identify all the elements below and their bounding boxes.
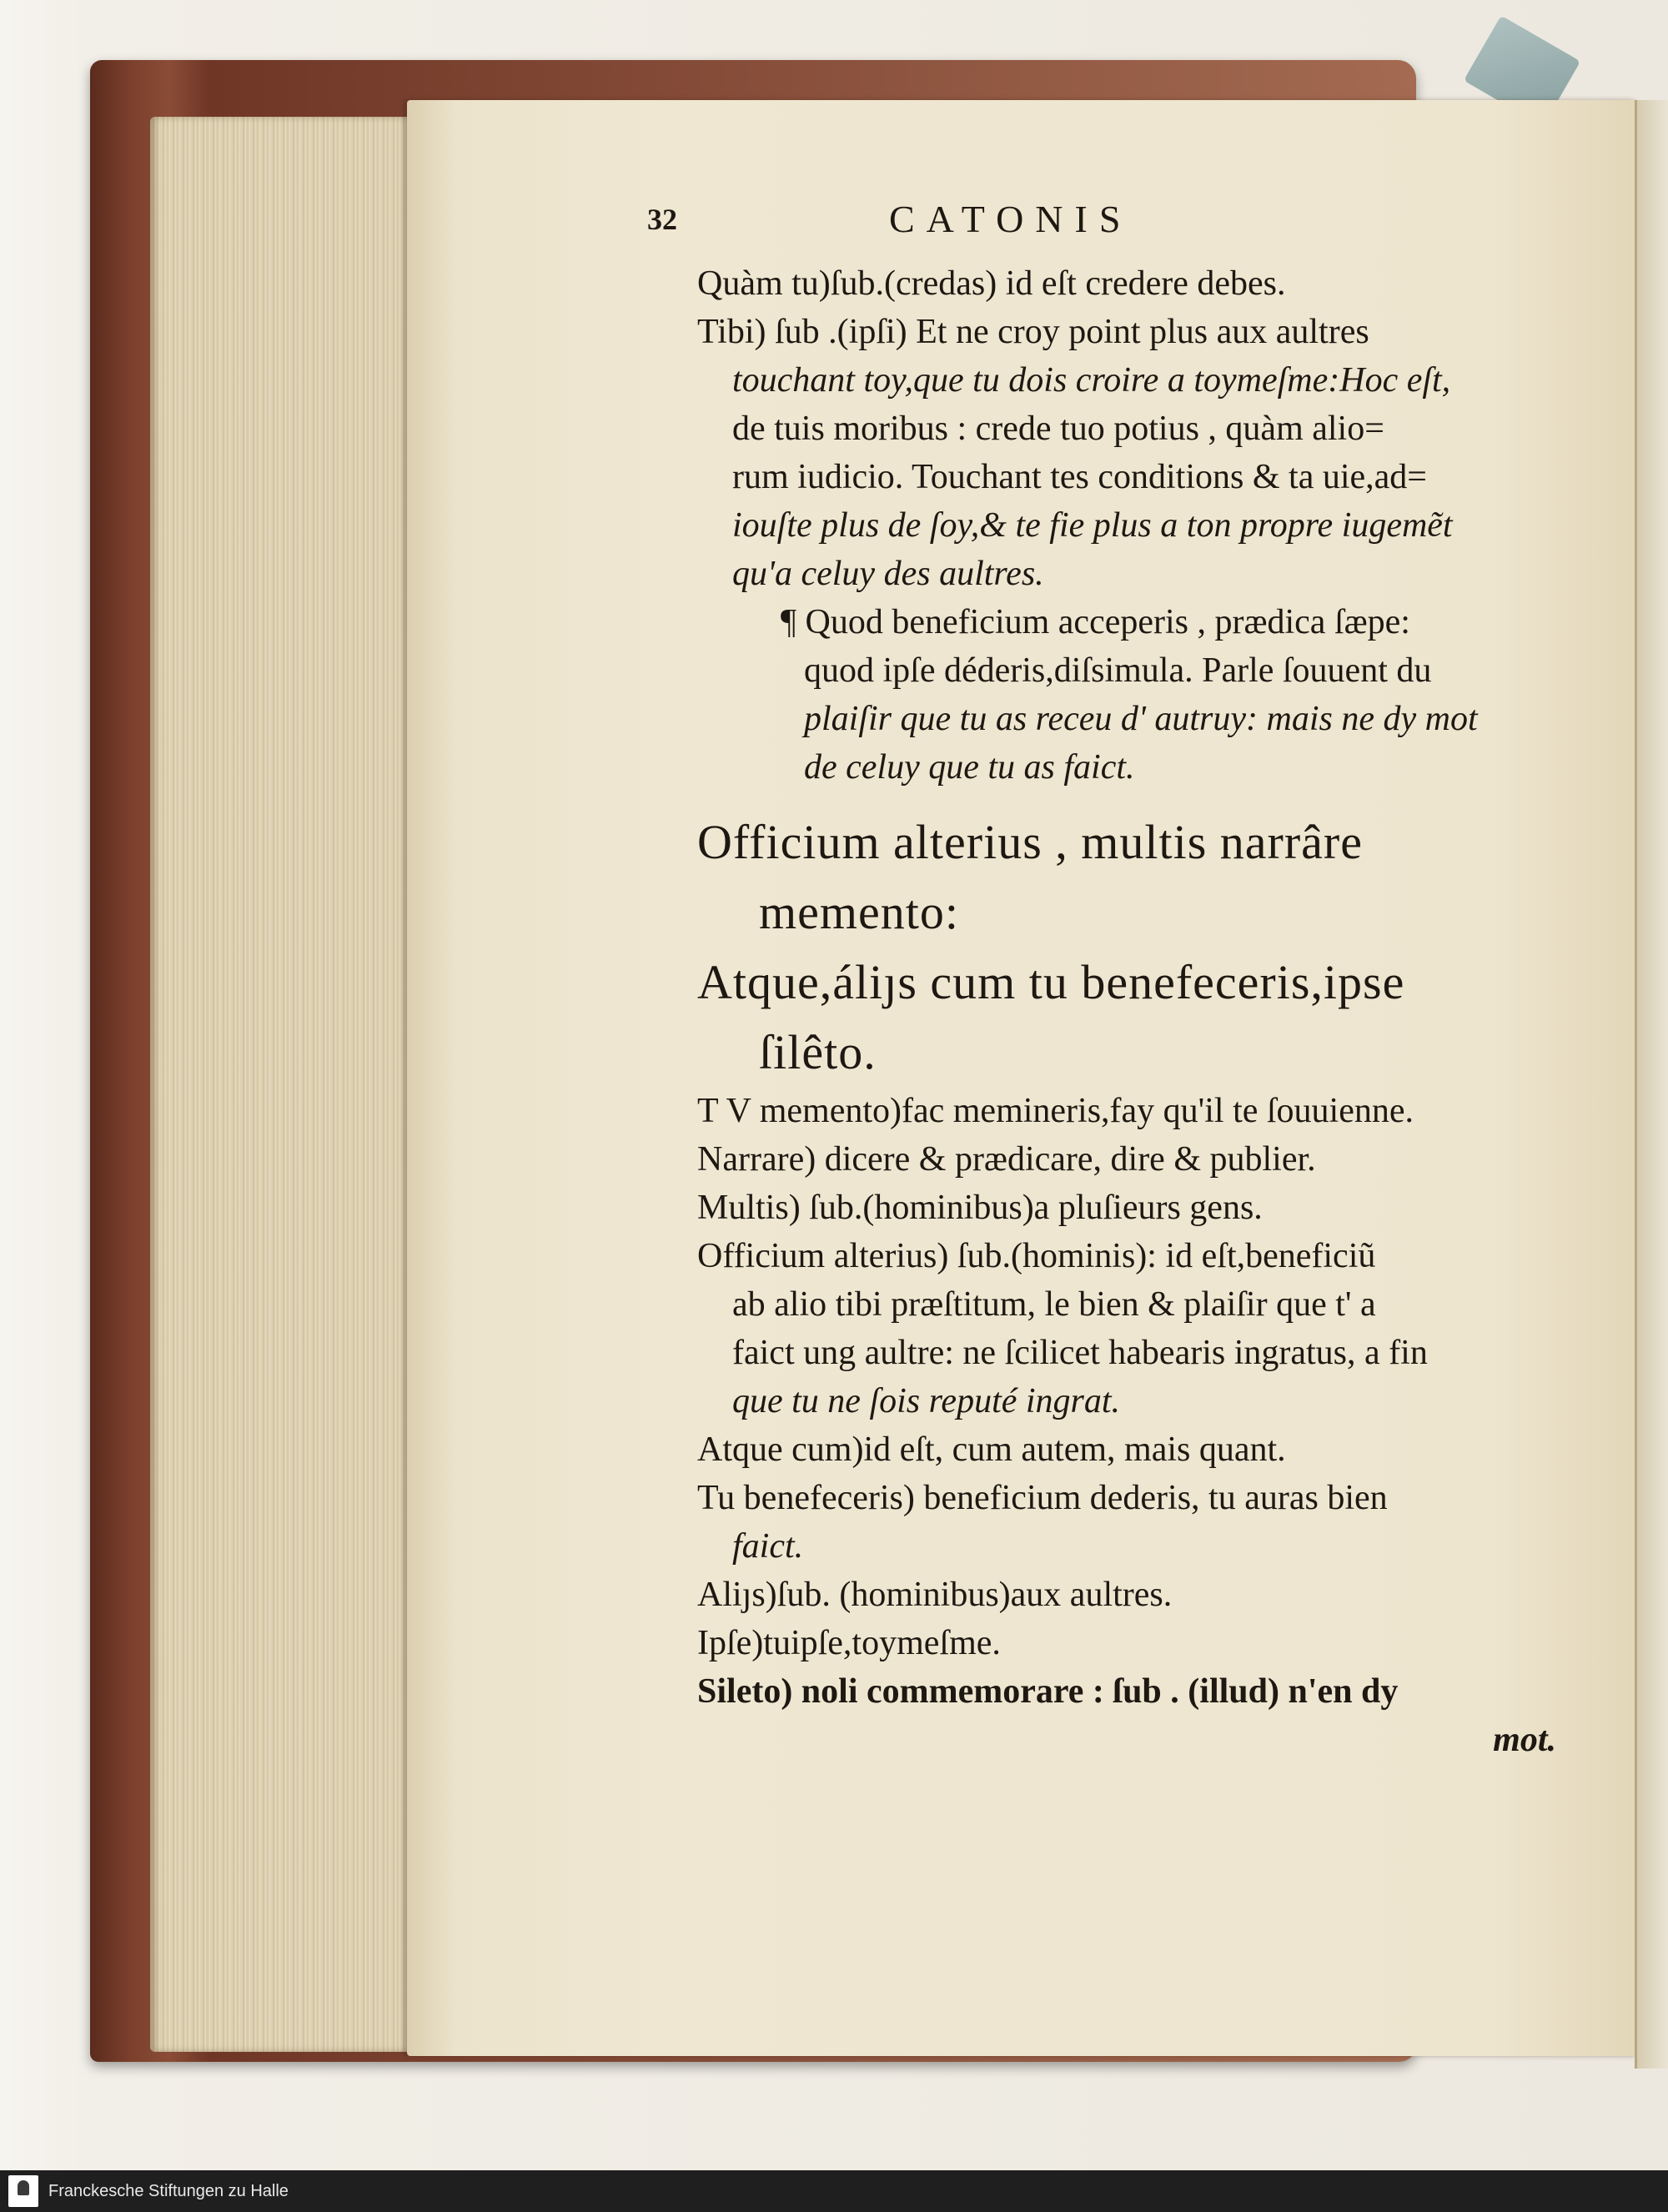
text-line: Narrare) dicere & prædicare, dire & publier. — [697, 1140, 1316, 1179]
running-title: CATONIS — [889, 198, 1133, 240]
verse-line: memento: — [759, 885, 959, 939]
text-line: Quàm tu)ſub.(credas) id eſt credere debes. — [697, 264, 1286, 303]
text-line: Sileto) noli commemorare : ſub . (illud) n'en dy — [697, 1672, 1399, 1711]
text-line: faict. — [732, 1527, 804, 1566]
text-line: touchant toy,que tu dois croire a toymeſme:Hoc eſt, — [732, 361, 1451, 400]
text-line: Atque cum)id eſt, cum autem, mais quant. — [697, 1430, 1286, 1469]
viewer-footer — [0, 2170, 1668, 2212]
text-line: rum iudicio. Touchant tes conditions & ta uie,ad= — [732, 458, 1427, 496]
text-line: qu'a celuy des aultres. — [732, 555, 1044, 593]
verse-line: Atque,áliȷs cum tu benefeceris,ipse — [697, 955, 1405, 1009]
text-line: plaiſir que tu as receu d' autruy: mais ne dy mot — [804, 700, 1478, 738]
facing-page-edge — [1635, 100, 1668, 2069]
text-line: T V memento)fac memineris,fay qu'il te ſouuienne. — [697, 1092, 1414, 1130]
text-line: Aliȷs)ſub. (hominibus)aux aultres. — [697, 1576, 1173, 1614]
text-line: Tibi) ſub .(ipſi) Et ne croy point plus aux aultres — [697, 313, 1369, 351]
institution-name: Franckesche Stiftungen zu Halle — [48, 2182, 289, 2200]
institution-logo-icon — [8, 2175, 38, 2207]
page-edges — [150, 117, 450, 2052]
verse-line: ſilêto. — [759, 1025, 877, 1079]
text-line: Tu benefeceris) beneficium dederis, tu auras bien — [697, 1479, 1388, 1517]
text-line: ab alio tibi præſtitum, le bien & plaiſir que t' a — [732, 1285, 1376, 1324]
text-line: Ipſe)tuipſe,toymeſme. — [697, 1624, 1001, 1662]
text-line: de tuis moribus : crede tuo potius , quàm alio= — [732, 410, 1384, 448]
text-line: quod ipſe déderis,diſsimula. Parle ſouuent du — [804, 651, 1432, 690]
verse-line: Officium alterius , multis narrâre — [697, 815, 1363, 869]
text-line: Multis) ſub.(hominibus)a pluſieurs gens. — [697, 1189, 1263, 1227]
text-line: que tu ne ſois reputé ingrat. — [732, 1382, 1121, 1420]
text-line: Officium alterius) ſub.(hominis): id eſt,beneficiũ — [697, 1237, 1376, 1275]
text-line: faict ung aultre: ne ſcilicet habearis ingratus, a fin — [732, 1334, 1428, 1372]
text-line: iouſte plus de ſoy,& te fie plus a ton propre iugemẽt — [732, 506, 1453, 545]
text-line: ¶ Quod beneficium acceperis , prædica ſæpe: — [781, 603, 1410, 641]
page-header — [647, 198, 1581, 252]
page-number: 32 — [647, 203, 677, 236]
text-line: de celuy que tu as faict. — [804, 748, 1135, 787]
text-line: mot. — [1493, 1721, 1556, 1759]
